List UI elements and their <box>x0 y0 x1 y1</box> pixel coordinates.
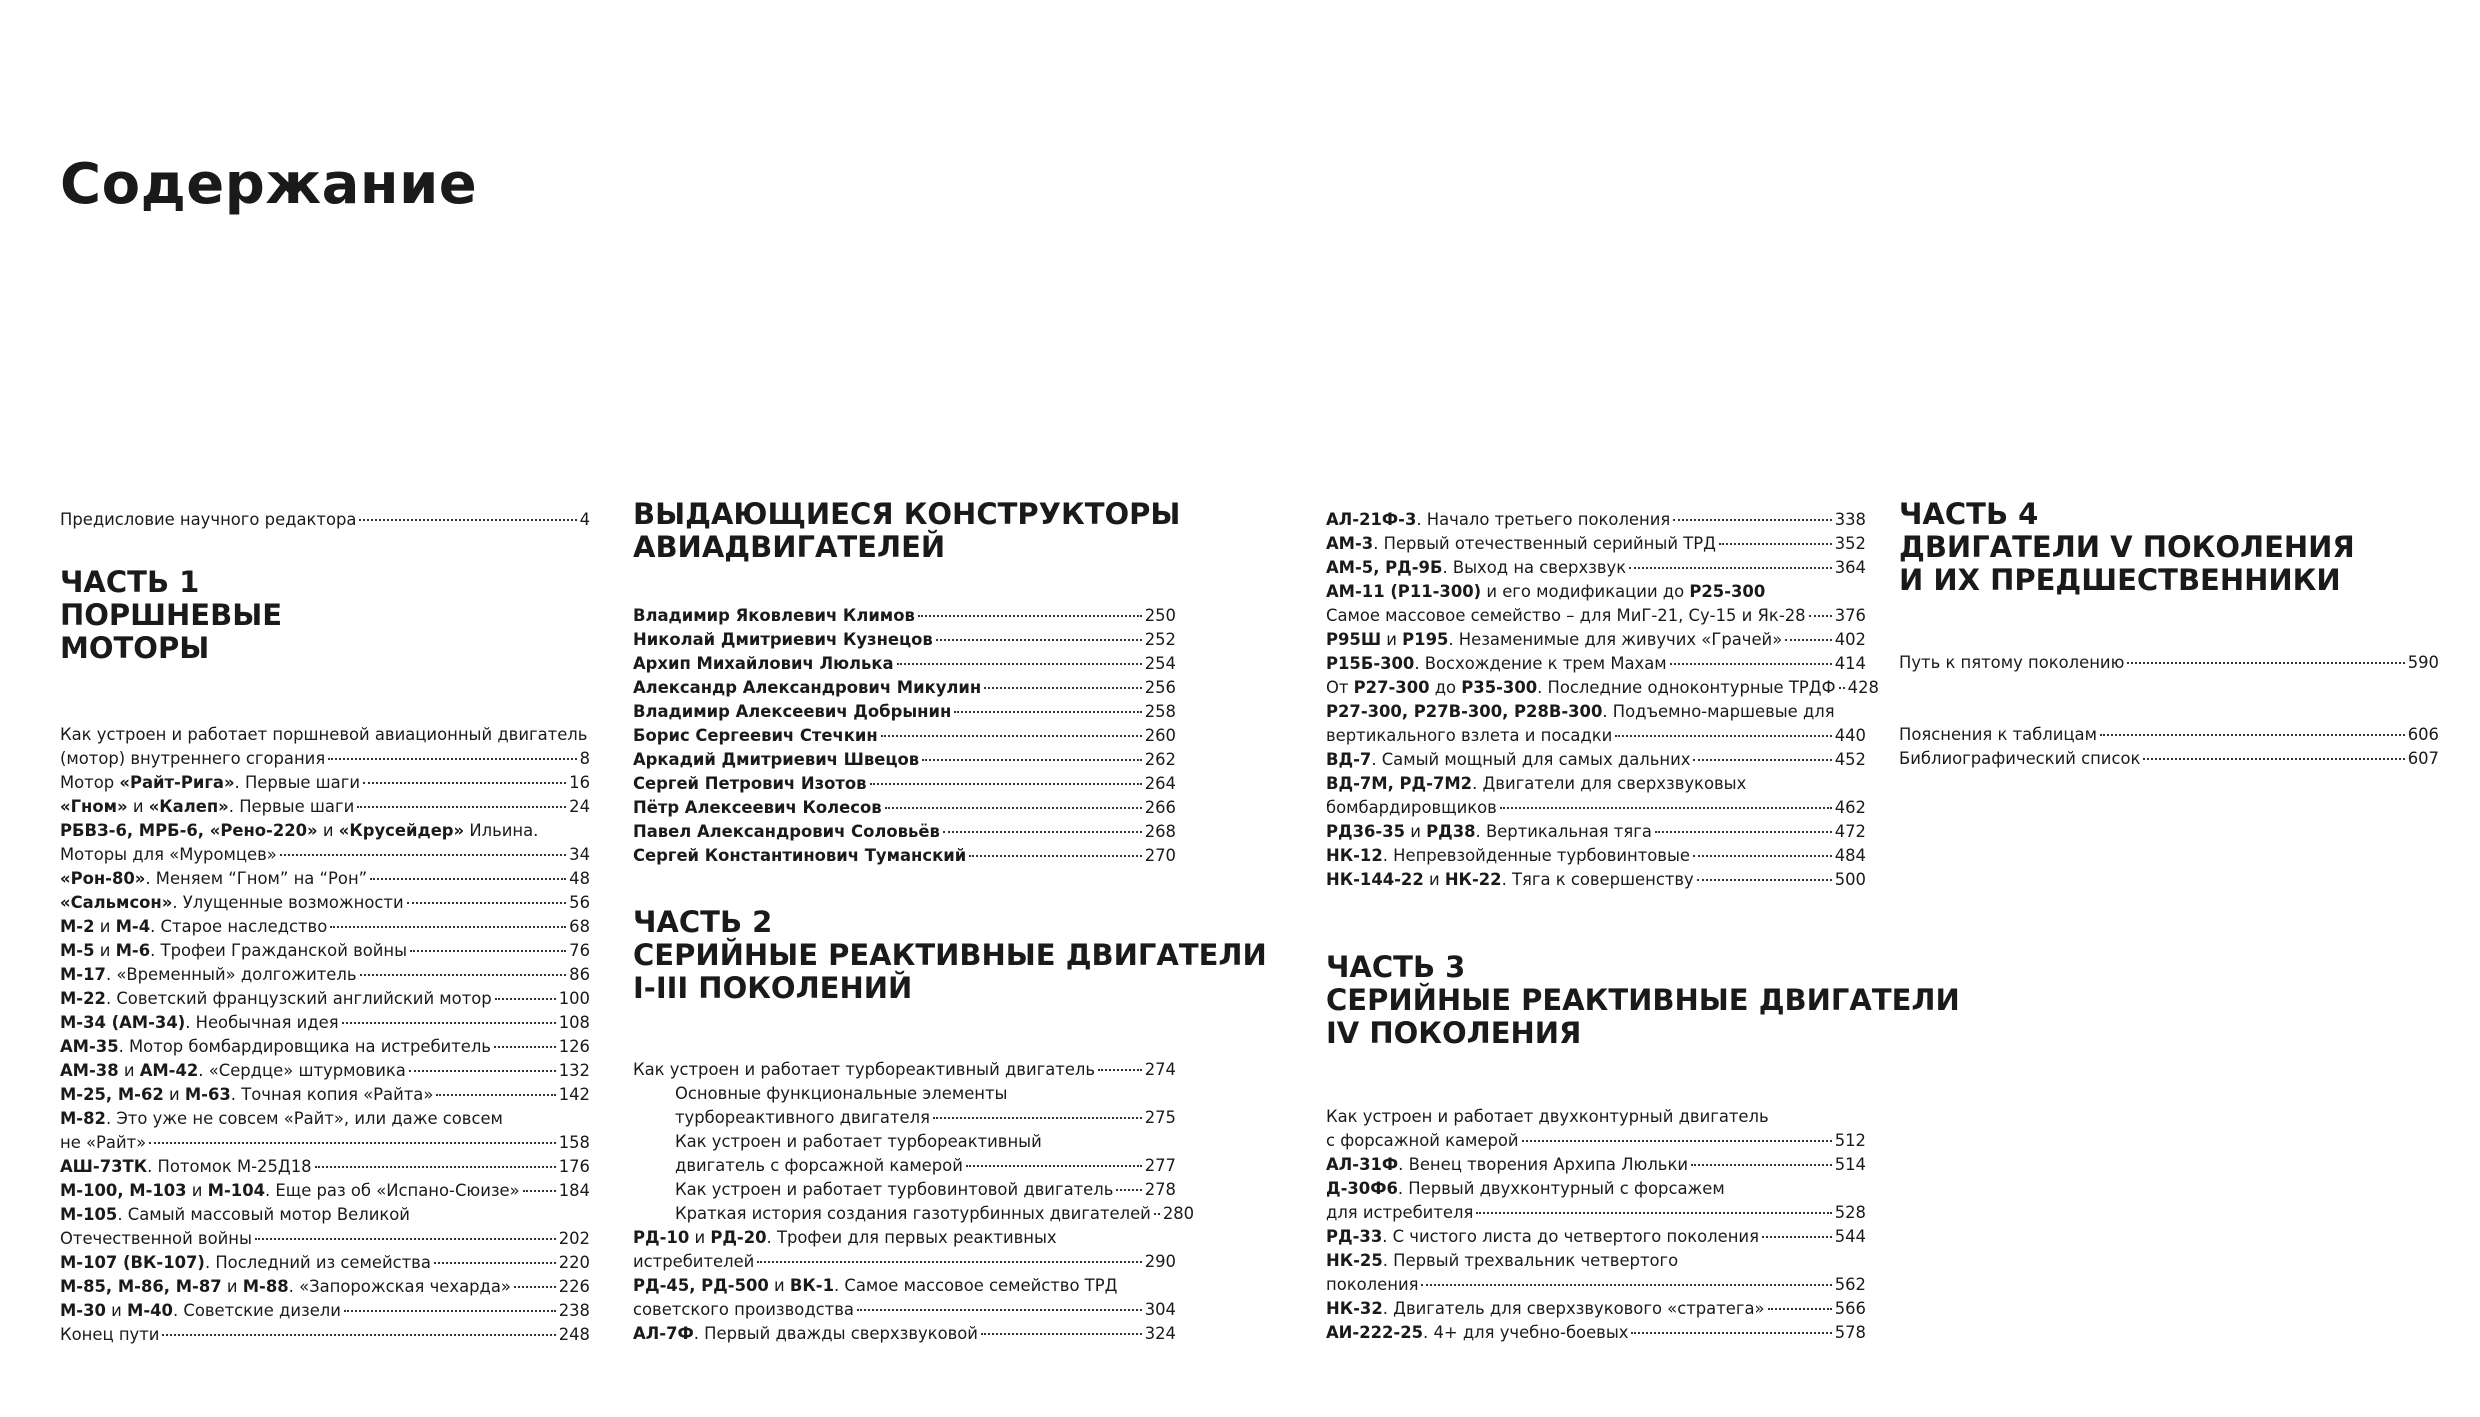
toc-entry[interactable]: АЛ-31Ф. Венец творения Архипа Люльки 514 <box>1326 1155 1866 1174</box>
toc-entry[interactable]: Р27-300, Р27В-300, Р28В-300. Подъемно-маршевые для <box>1326 702 1835 721</box>
toc-entry[interactable]: для истребителя 528 <box>1326 1203 1866 1222</box>
toc-entry[interactable]: М-2 и М-4. Старое наследство 68 <box>60 917 590 936</box>
toc-entry[interactable]: ВД-7. Самый мощный для самых дальних 452 <box>1326 750 1866 769</box>
toc-entry[interactable]: Отечественной войны 202 <box>60 1229 590 1248</box>
toc-entry[interactable]: АМ-35. Мотор бомбардировщика на истребитель 126 <box>60 1037 590 1056</box>
toc-entry[interactable]: поколения 562 <box>1326 1275 1866 1294</box>
toc-entry[interactable]: истребителей 290 <box>633 1252 1176 1271</box>
toc-entry-designer[interactable]: Архип Михайлович Люлька 254 <box>633 654 1176 673</box>
toc-entry-preface[interactable] <box>60 508 590 532</box>
toc-entry[interactable]: Как устроен и работает двухконтурный двигатель <box>1326 1107 1769 1126</box>
toc-entry[interactable]: М-34 (АМ-34). Необычная идея 108 <box>60 1013 590 1032</box>
toc-entry[interactable]: Как устроен и работает поршневой авиационный двигатель <box>60 725 588 744</box>
designers-list <box>633 604 1176 868</box>
toc-entry[interactable]: АМ-11 (Р11-300) и его модификации до Р25-300 <box>1326 582 1766 601</box>
toc-entry[interactable]: Библиографический список 607 <box>1899 749 2439 768</box>
toc-entry-designer[interactable]: Владимир Алексеевич Добрынин 258 <box>633 702 1176 721</box>
toc-entry[interactable]: М-82. Это уже не совсем «Райт», или даже совсем <box>60 1109 503 1128</box>
toc-entry[interactable]: «Гном» и «Калеп». Первые шаги 24 <box>60 797 590 816</box>
toc-entry[interactable]: РД36-35 и РД38. Вертикальная тяга 472 <box>1326 822 1866 841</box>
toc-entry[interactable]: АМ-5, РД-9Б. Выход на сверхзвук 364 <box>1326 558 1866 577</box>
toc-entry[interactable]: АМ-3. Первый отечественный серийный ТРД 352 <box>1326 534 1866 553</box>
toc-entry[interactable]: АШ-73ТК. Потомок М-25Д18 176 <box>60 1157 590 1176</box>
toc-subentry[interactable]: турбореактивного двигателя 275 <box>675 1108 1176 1127</box>
toc-entry[interactable]: М-85, М-86, М-87 и М-88. «Запорожская чехарда» 226 <box>60 1277 590 1296</box>
toc-entry[interactable]: М-105. Самый массовый мотор Великой <box>60 1205 410 1224</box>
toc-entry[interactable]: Как устроен и работает турбореактивный двигатель 274 <box>633 1060 1176 1079</box>
toc-entry[interactable]: М-30 и М-40. Советские дизели 238 <box>60 1301 590 1320</box>
toc-entry[interactable]: АЛ-21Ф-3. Начало третьего поколения 338 <box>1326 510 1866 529</box>
toc-entry[interactable]: М-5 и М-6. Трофеи Гражданской войны 76 <box>60 941 590 960</box>
toc-entry[interactable]: РД-33. С чистого листа до четвертого поколения 544 <box>1326 1227 1866 1246</box>
toc-entry[interactable]: АМ-38 и АМ-42. «Сердце» штурмовика 132 <box>60 1061 590 1080</box>
toc-entry-designer[interactable]: Аркадий Дмитриевич Швецов 262 <box>633 750 1176 769</box>
toc-subentry[interactable]: Основные функциональные элементы <box>675 1084 1008 1103</box>
toc-subentry[interactable]: двигатель с форсажной камерой 277 <box>675 1156 1176 1175</box>
page-title: Содержание <box>60 152 478 217</box>
toc-subentry[interactable]: Как устроен и работает турбовинтовой двигатель 278 <box>675 1180 1176 1199</box>
toc-entry[interactable]: не «Райт» 158 <box>60 1133 590 1152</box>
toc-entry-designer[interactable]: Борис Сергеевич Стечкин 260 <box>633 726 1176 745</box>
toc-subentry[interactable]: Краткая история создания газотурбинных двигателей 280 <box>675 1204 1195 1223</box>
toc-entry[interactable]: АИ-222-25. 4+ для учебно-боевых 578 <box>1326 1323 1866 1342</box>
toc-entry[interactable]: РД-45, РД-500 и ВК-1. Самое массовое семейство ТРД <box>633 1276 1118 1295</box>
toc-entry-designer[interactable]: Николай Дмитриевич Кузнецов 252 <box>633 630 1176 649</box>
toc-entry[interactable]: АЛ-7Ф. Первый дважды сверхзвуковой 324 <box>633 1324 1176 1343</box>
toc-entry[interactable]: Конец пути 248 <box>60 1325 590 1344</box>
toc-entry-designer[interactable]: Владимир Яковлевич Климов 250 <box>633 606 1176 625</box>
entry-page: 4 <box>579 510 590 529</box>
part-3-heading: ЧАСТЬ 3 СЕРИЙНЫЕ РЕАКТИВНЫЕ ДВИГАТЕЛИ IV ПОКОЛЕНИЯ <box>1326 950 1960 1050</box>
toc-entry[interactable]: Путь к пятому поколению 590 <box>1899 653 2439 672</box>
toc-entry[interactable]: Моторы для «Муромцев» 34 <box>60 845 590 864</box>
toc-entry[interactable]: М-107 (ВК-107). Последний из семейства 220 <box>60 1253 590 1272</box>
entry-text: Предисловие научного редактора <box>60 510 357 529</box>
toc-entry-designer[interactable]: Сергей Петрович Изотов 264 <box>633 774 1176 793</box>
toc-entry[interactable]: Мотор «Райт-Рига». Первые шаги 16 <box>60 773 590 792</box>
toc-entry[interactable]: М-100, М-103 и М-104. Еще раз об «Испано-Сюизе» 184 <box>60 1181 590 1200</box>
toc-entry-designer[interactable]: Пётр Алексеевич Колесов 266 <box>633 798 1176 817</box>
toc-entry[interactable]: От Р27-300 до Р35-300. Последние одноконтурные ТРДФ 428 <box>1326 678 1879 697</box>
toc-entry[interactable]: РД-10 и РД-20. Трофеи для первых реактивных <box>633 1228 1057 1247</box>
toc-entry[interactable]: Р15Б-300. Восхождение к трем Махам 414 <box>1326 654 1866 673</box>
toc-entry[interactable]: НК-12. Непревзойденные турбовинтовые 484 <box>1326 846 1866 865</box>
toc-entry[interactable]: НК-144-22 и НК-22. Тяга к совершенству 500 <box>1326 870 1866 889</box>
toc-entry[interactable]: НК-25. Первый трехвальник четвертого <box>1326 1251 1679 1270</box>
toc-entry[interactable]: советского производства 304 <box>633 1300 1176 1319</box>
toc-entry[interactable]: РБВЗ-6, МРБ-6, «Рено-220» и «Крусейдер» Ильина. <box>60 821 539 840</box>
toc-entry[interactable]: (мотор) внутреннего сгорания 8 <box>60 749 590 768</box>
toc-entry[interactable]: с форсажной камерой 512 <box>1326 1131 1866 1150</box>
part-1-heading: ЧАСТЬ 1 ПОРШНЕВЫЕ МОТОРЫ <box>60 565 283 665</box>
part-4-heading: ЧАСТЬ 4 ДВИГАТЕЛИ V ПОКОЛЕНИЯ И ИХ ПРЕДШЕСТВЕННИКИ <box>1899 497 2355 597</box>
toc-entry-designer[interactable]: Павел Александрович Соловьёв 268 <box>633 822 1176 841</box>
toc-entry[interactable]: вертикального взлета и посадки 440 <box>1326 726 1866 745</box>
toc-entry-designer[interactable]: Александр Александрович Микулин 256 <box>633 678 1176 697</box>
toc-entry[interactable]: Р95Ш и Р195. Незаменимые для живучих «Грачей» 402 <box>1326 630 1866 649</box>
designers-heading: ВЫДАЮЩИЕСЯ КОНСТРУКТОРЫ АВИАДВИГАТЕЛЕЙ <box>633 497 1181 564</box>
toc-entry[interactable]: «Сальмсон». Улущенные возможности 56 <box>60 893 590 912</box>
toc-entry[interactable]: М-25, М-62 и М-63. Точная копия «Райта» 142 <box>60 1085 590 1104</box>
toc-entry[interactable]: «Рон-80». Меняем “Гном” на “Рон” 48 <box>60 869 590 888</box>
toc-entry-designer[interactable]: Сергей Константинович Туманский 270 <box>633 846 1176 865</box>
toc-entry[interactable]: ВД-7М, РД-7М2. Двигатели для сверхзвуковых <box>1326 774 1747 793</box>
toc-entry[interactable]: М-17. «Временный» долгожитель 86 <box>60 965 590 984</box>
toc-entry[interactable]: НК-32. Двигатель для сверхзвукового «стратега» 566 <box>1326 1299 1866 1318</box>
toc-entry[interactable]: Д-30Ф6. Первый двухконтурный с форсажем <box>1326 1179 1725 1198</box>
toc-entry[interactable]: М-22. Советский французский английский мотор 100 <box>60 989 590 1008</box>
toc-subentry[interactable]: Как устроен и работает турбореактивный <box>675 1132 1042 1151</box>
toc-entry[interactable]: Самое массовое семейство – для МиГ-21, Су-15 и Як-28 376 <box>1326 606 1866 625</box>
part-2-heading: ЧАСТЬ 2 СЕРИЙНЫЕ РЕАКТИВНЫЕ ДВИГАТЕЛИ I-III ПОКОЛЕНИЙ <box>633 905 1267 1005</box>
toc-entry[interactable]: бомбардировщиков 462 <box>1326 798 1866 817</box>
toc-entry[interactable]: Пояснения к таблицам 606 <box>1899 725 2439 744</box>
